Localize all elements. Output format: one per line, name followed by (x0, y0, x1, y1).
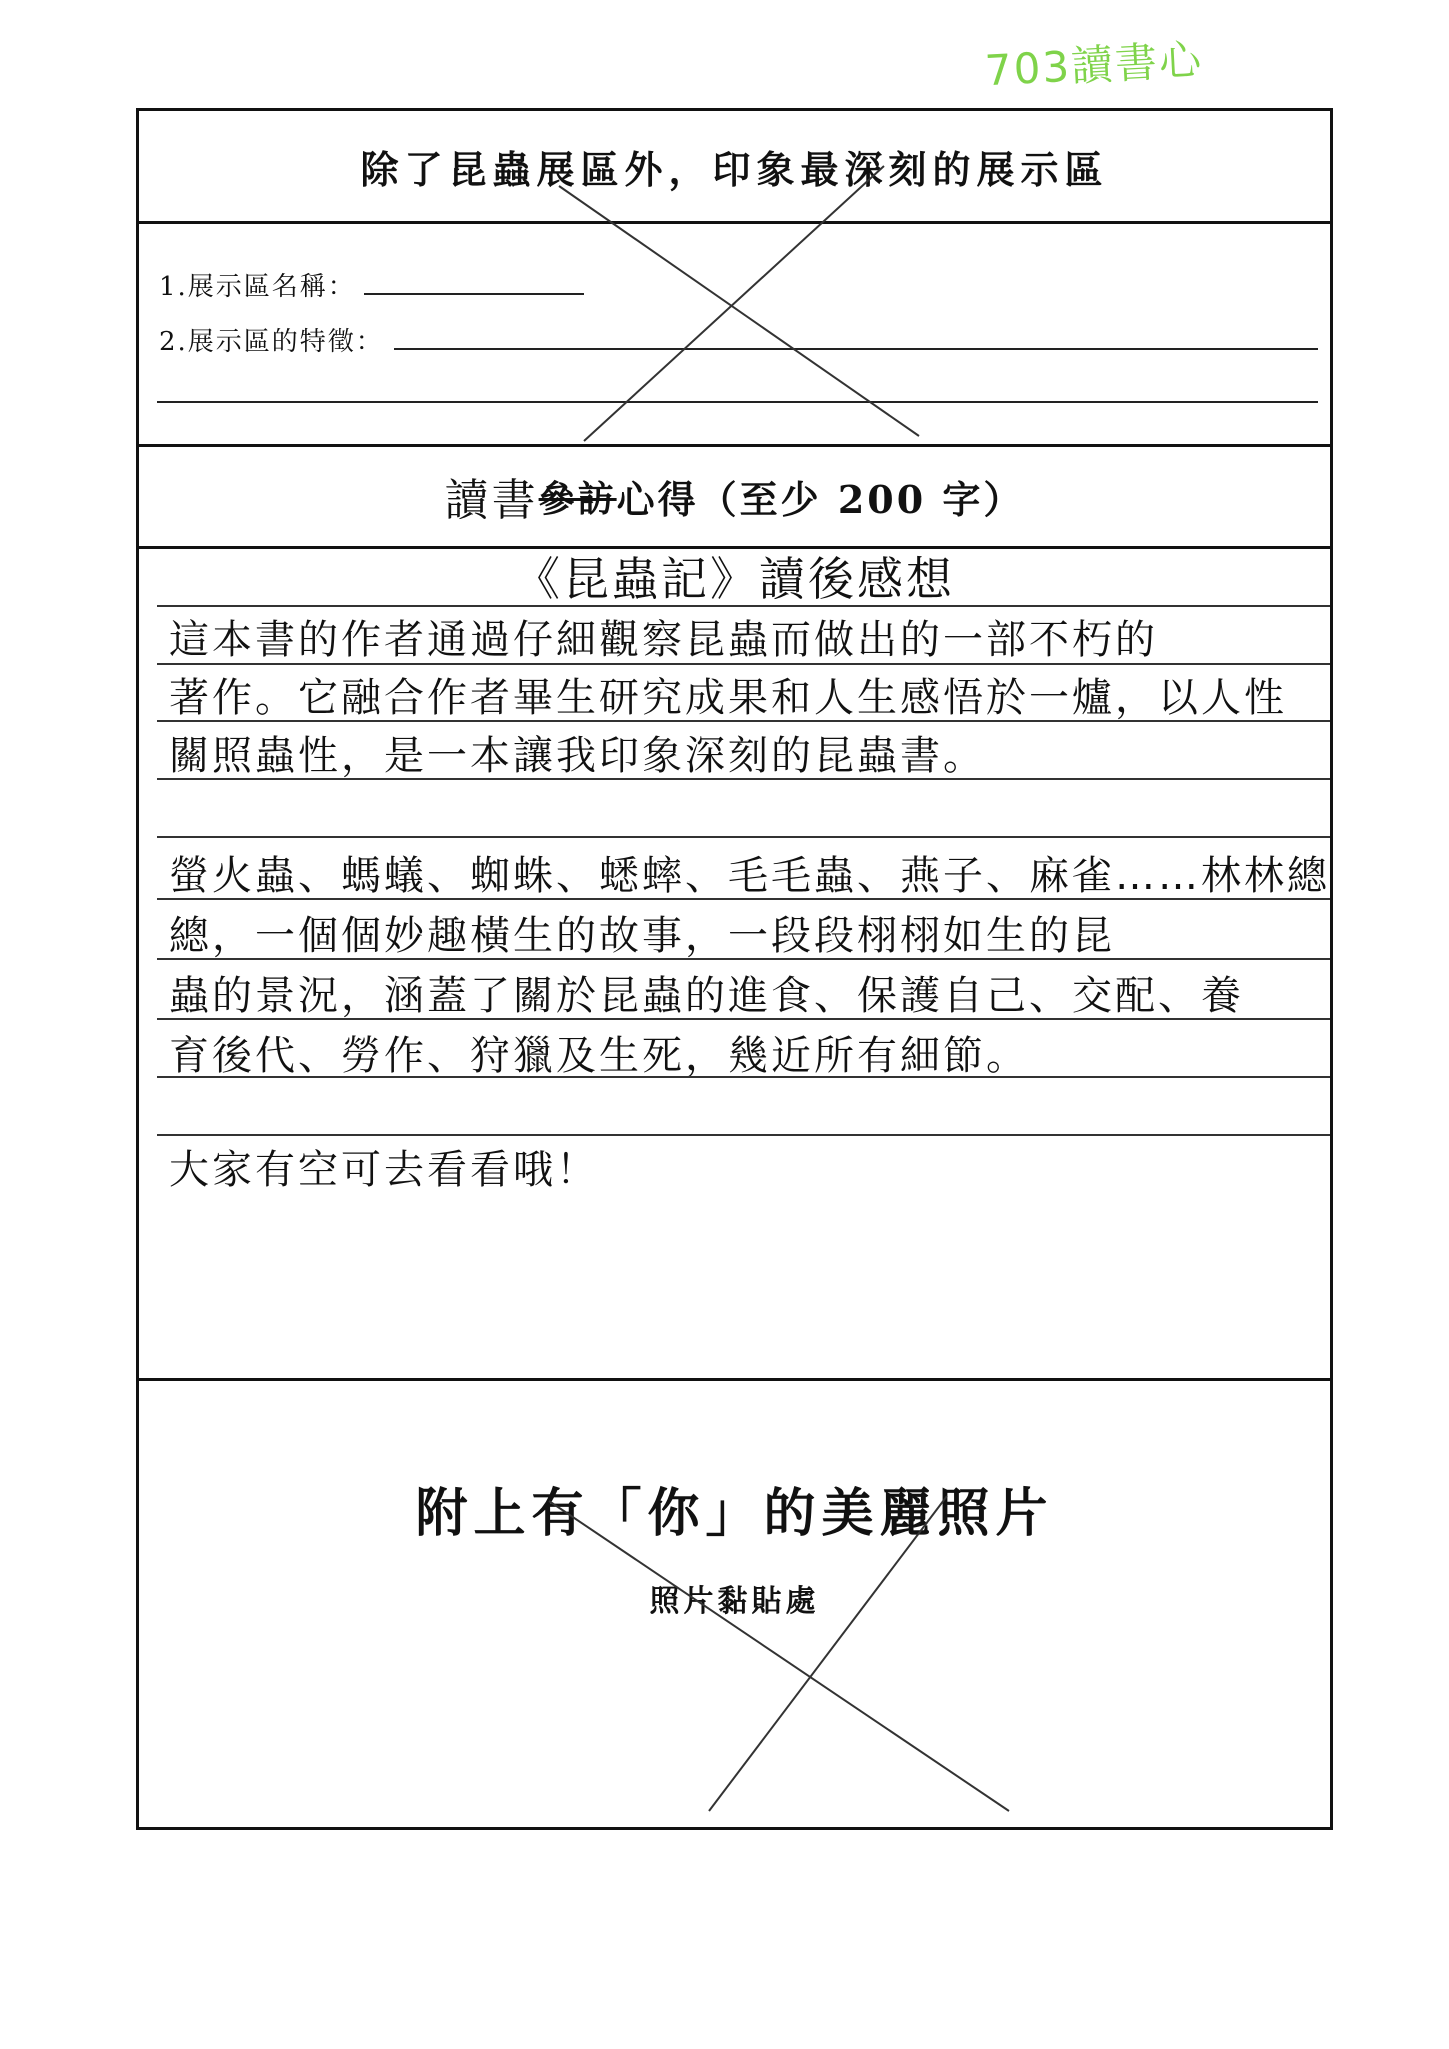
essay-line-2: 著作。它融合作者畢生研究成果和人生感悟於一爐，以人性 (169, 675, 1287, 721)
essay-section-heading (139, 446, 1330, 546)
exhibit-section-heading: 除了昆蟲展區外，印象最深刻的展示區 (360, 146, 1109, 192)
worksheet-frame (136, 108, 1333, 1830)
heading-struck-word: 參訪 (538, 477, 617, 520)
photo-section-title: 附上有「你」的美麗照片 (415, 1483, 1054, 1544)
writing-line (157, 720, 1330, 722)
essay-line-1: 這本書的作者通過仔細觀察昆蟲而做出的一部不朽的 (169, 617, 1158, 663)
heading-rest: 心得（至少 200 字） (616, 476, 1025, 522)
divider (139, 1378, 1330, 1381)
writing-line (157, 958, 1330, 960)
cross-out-mark (139, 111, 1336, 451)
handwritten-class-tag: 703讀書心 (983, 34, 1205, 96)
writing-line (157, 1076, 1330, 1078)
exhibit-name-label: 1.展示區名稱： (159, 272, 356, 302)
essay-body (139, 548, 1330, 1378)
writing-line (157, 605, 1330, 607)
essay-line-8: 大家有空可去看看哦！ (169, 1147, 599, 1193)
writing-line (157, 1018, 1330, 1020)
essay-line-5: 總，一個個妙趣橫生的故事，一段段栩栩如生的昆 (169, 913, 1115, 959)
essay-line-6: 蟲的景況，涵蓋了關於昆蟲的進食、保護自己、交配、養 (169, 973, 1244, 1019)
writing-line (157, 778, 1330, 780)
writing-line (157, 898, 1330, 900)
essay-line-7: 育後代、勞作、狩獵及生死，幾近所有細節。 (169, 1033, 1029, 1079)
photo-paste-area-label: 照片黏貼處 (649, 1584, 820, 1619)
cross-out-mark (139, 1451, 1336, 1851)
writing-line (157, 1134, 1330, 1136)
writing-line (157, 836, 1330, 838)
essay-line-3: 關照蟲性，是一本讓我印象深刻的昆蟲書。 (169, 733, 986, 779)
heading-handwritten-word: 讀書 (444, 475, 539, 526)
essay-line-4: 螢火蟲、螞蟻、蜘蛛、蟋蟀、毛毛蟲、燕子、麻雀……林林總 (169, 853, 1330, 899)
essay-title: 《昆蟲記》讀後感想 (514, 552, 955, 606)
exhibit-feature-label: 2.展示區的特徵： (159, 327, 384, 357)
writing-line (157, 663, 1330, 665)
